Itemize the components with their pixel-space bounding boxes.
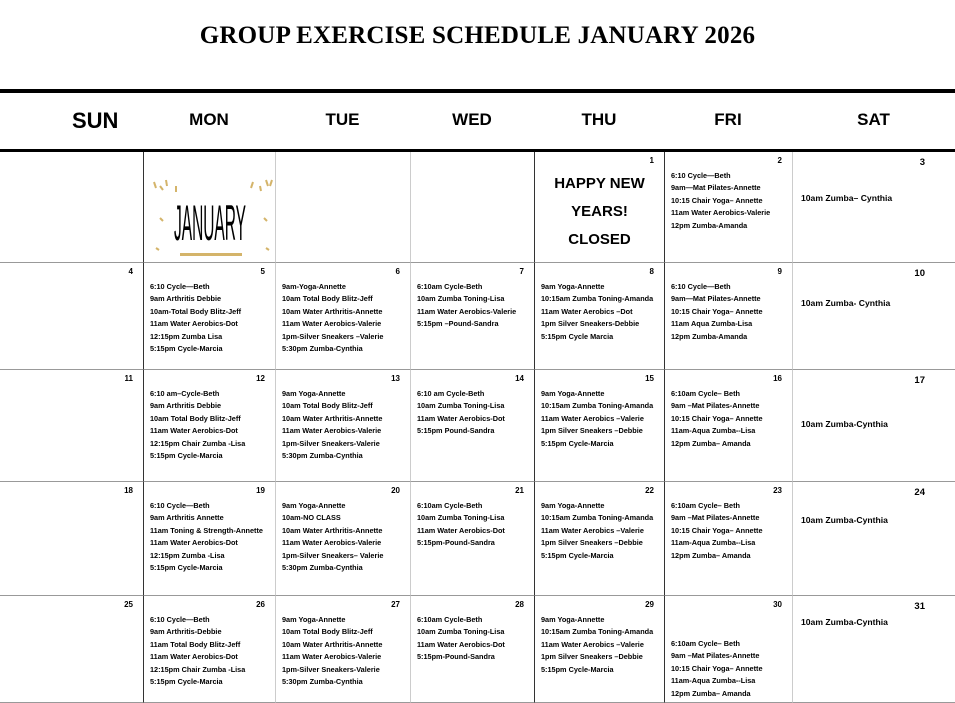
class-entry: 9am –Mat Pilates-Annette [671, 513, 760, 523]
class-entry: 9am Yoga-Annette [541, 615, 605, 624]
class-entry: 10:15 Chair Yoga– Annette [671, 306, 763, 316]
class-entry: 12pm Zumba– Amanda [671, 438, 751, 448]
day-cell [275, 596, 410, 703]
class-entry: 12pm Zumba-Amanda [671, 220, 748, 230]
day-cell [792, 152, 955, 263]
date-number: 20 [391, 486, 400, 495]
day-cell [143, 370, 275, 482]
date-number: 1 [649, 156, 654, 165]
class-entry: 11am Water Aerobics-Valerie [417, 306, 517, 316]
day-cell [534, 482, 664, 596]
event-list [801, 192, 892, 204]
class-entry: 9am Arthritis-Debbie [150, 627, 222, 637]
class-entry: 1pm-Silver Sneakers –Valerie [282, 331, 384, 341]
event-list [801, 297, 890, 309]
day-cell [275, 370, 410, 482]
january-graphic [148, 160, 272, 256]
date-number: 18 [124, 486, 133, 495]
event-list [150, 281, 241, 355]
day-cell [275, 152, 410, 263]
class-entry: 9am—Mat Pilates-Annette [671, 294, 761, 304]
class-entry: 12:15pm Chair Zumba -Lisa [150, 664, 246, 674]
date-number: 2 [777, 156, 782, 165]
date-number: 28 [515, 600, 524, 609]
event-list [282, 500, 383, 574]
date-number: 11 [124, 374, 133, 383]
event-list [282, 281, 383, 355]
class-entry: 11am Water Aerobics-Valerie [282, 538, 382, 548]
event-list [671, 500, 763, 562]
class-entry: 10am Zumba-Cynthia [801, 515, 888, 525]
class-entry: 5:30pm Zumba-Cynthia [282, 677, 363, 687]
date-number: 22 [645, 486, 654, 495]
date-number: 3 [919, 157, 925, 168]
class-entry: 1pm-Silver Sneakers– Valerie [282, 550, 384, 560]
event-list [417, 500, 505, 550]
event-list [150, 614, 245, 688]
class-entry: 9am Yoga-Annette [541, 389, 605, 398]
date-number: 5 [260, 267, 265, 276]
date-number: 10 [914, 268, 925, 279]
date-number: 4 [128, 267, 133, 276]
date-number: 27 [391, 600, 400, 609]
class-entry: 10:15 Chair Yoga– Annette [671, 525, 763, 535]
event-list [671, 281, 763, 343]
holiday-line: YEARS! [571, 203, 628, 220]
class-entry: 1pm-Silver Sneakers-Valerie [282, 664, 380, 674]
class-entry: 5:15pm Cycle Marcia [541, 331, 614, 341]
day-cell [410, 152, 534, 263]
event-list [671, 638, 763, 700]
class-entry: 5:15pm Cycle-Marcia [150, 451, 223, 461]
event-list [541, 281, 653, 343]
day-cell [410, 482, 534, 596]
day-cell [410, 263, 534, 370]
class-entry: 10am Zumba Toning-Lisa [417, 627, 505, 637]
class-entry: 11am Water Aerobics-Dot [150, 538, 238, 548]
top-rule [0, 89, 955, 93]
class-entry: 11am Water Aerobics-Dot [150, 426, 238, 436]
event-list [671, 388, 763, 450]
event-list [671, 170, 770, 232]
weekday-tue: TUE [325, 110, 360, 129]
event-list [417, 388, 505, 438]
class-entry: 6:10am Cycle-Beth [417, 282, 483, 291]
class-entry: 9am Yoga-Annette [282, 389, 346, 398]
date-number: 25 [124, 600, 133, 609]
class-entry: 11am Total Body Blitz-Jeff [150, 639, 241, 649]
class-entry: 9am Yoga-Annette [282, 501, 346, 510]
class-entry: 10am Water Arthritis-Annette [282, 306, 383, 316]
date-number: 9 [777, 267, 782, 276]
class-entry: 10am-Total Body Blitz-Jeff [150, 306, 242, 316]
class-entry: 5:15pm Cycle-Marcia [541, 550, 614, 560]
day-cell [0, 596, 143, 703]
class-entry: 9am Yoga-Annette [541, 282, 605, 291]
class-entry: 6:10 Cycle—Beth [150, 282, 210, 291]
class-entry: 9am—Mat Pilates-Annette [671, 183, 761, 193]
class-entry: 6:10 Cycle—Beth [671, 282, 731, 291]
date-number: 16 [773, 374, 782, 383]
class-entry: 10:15am Zumba Toning-Amanda [541, 401, 654, 411]
class-entry: 5:15pm Cycle-Marcia [541, 438, 614, 448]
class-entry: 5:15pm –Pound-Sandra [417, 319, 499, 329]
class-entry: 1pm Silver Sneakers –Debbie [541, 538, 643, 548]
class-entry: 5:15pm Cycle-Marcia [150, 344, 223, 354]
class-entry: 10am Zumba- Cynthia [801, 298, 891, 308]
event-list [541, 500, 653, 562]
class-entry: 9am Yoga-Annette [541, 501, 605, 510]
day-cell [664, 370, 792, 482]
class-entry: 9am –Mat Pilates-Annette [671, 401, 760, 411]
class-entry: 11am Water Aerobics-Valerie [671, 208, 771, 218]
date-number: 30 [773, 600, 782, 609]
event-list [150, 388, 245, 462]
day-cell [534, 263, 664, 370]
class-entry: 11am-Aqua Zumba--Lisa [671, 676, 756, 686]
class-entry: 1pm Silver Sneakers-Debbie [541, 319, 640, 329]
event-list [801, 616, 888, 628]
day-cell [792, 370, 955, 482]
class-entry: 10am-NO CLASS [282, 513, 341, 523]
class-entry: 5:30pm Zumba-Cynthia [282, 451, 363, 461]
class-entry: 11am Water Aerobics –Valerie [541, 525, 644, 535]
event-list [417, 614, 505, 664]
date-number: 23 [773, 486, 782, 495]
class-entry: 6:10 am–Cycle-Beth [150, 389, 220, 398]
class-entry: 10am Water Arthritis-Annette [282, 525, 383, 535]
class-entry: 10:15am Zumba Toning-Amanda [541, 627, 654, 637]
class-entry: 10:15 Chair Yoga– Annette [671, 195, 763, 205]
date-number: 12 [256, 374, 265, 383]
class-entry: 9am Yoga-Annette [282, 615, 346, 624]
day-cell [0, 263, 143, 370]
event-list [541, 614, 653, 676]
class-entry: 10:15 Chair Yoga– Annette [671, 663, 763, 673]
class-entry: 1pm-Silver Sneakers-Valerie [282, 438, 380, 448]
day-cell [0, 482, 143, 596]
day-cell [275, 482, 410, 596]
class-entry: 9am-Yoga-Annette [282, 282, 346, 291]
class-entry: 6:10 Cycle—Beth [671, 171, 731, 180]
day-cell [534, 596, 664, 703]
holiday-line: HAPPY NEW [554, 175, 645, 192]
event-list [801, 418, 888, 430]
day-cell [410, 370, 534, 482]
date-number: 31 [914, 601, 925, 612]
day-cell [664, 596, 792, 703]
day-cell [143, 263, 275, 370]
class-entry: 10am Total Body Blitz-Jeff [282, 294, 373, 304]
class-entry: 10am Zumba Toning-Lisa [417, 513, 505, 523]
class-entry: 6:10 Cycle—Beth [150, 615, 210, 624]
class-entry: 12pm Zumba– Amanda [671, 550, 751, 560]
class-entry: 12:15pm Zumba Lisa [150, 331, 223, 341]
class-entry: 9am –Mat Pilates-Annette [671, 651, 760, 661]
day-cell [792, 596, 955, 703]
weekday-thu: THU [581, 110, 617, 129]
class-entry: 11am Water Aerobics-Dot [417, 525, 505, 535]
class-entry: 11am Water Aerobics-Dot [417, 413, 505, 423]
day-cell [534, 370, 664, 482]
class-entry: 11am Water Aerobics-Dot [150, 319, 238, 329]
weekday-sat: SAT [857, 110, 890, 129]
class-entry: 10am Water Arthritis-Annette [282, 639, 383, 649]
class-entry: 10am Water Arthritis-Annette [282, 413, 383, 423]
date-number: 21 [515, 486, 524, 495]
class-entry: 11am Aqua Zumba-Lisa [671, 319, 753, 329]
class-entry: 10:15am Zumba Toning-Amanda [541, 513, 654, 523]
class-entry: 6:10 am Cycle-Beth [417, 389, 485, 398]
day-cell [0, 152, 143, 263]
class-entry: 10am Zumba Toning-Lisa [417, 294, 505, 304]
day-cell [143, 482, 275, 596]
class-entry: 1pm Silver Sneakers –Debbie [541, 426, 643, 436]
class-entry: 10am Zumba-Cynthia [801, 617, 888, 627]
page-title: GROUP EXERCISE SCHEDULE JANUARY 2026 [199, 22, 756, 49]
class-entry: 10am Zumba Toning-Lisa [417, 401, 505, 411]
day-cell [410, 596, 534, 703]
date-number: 13 [391, 374, 400, 383]
class-entry: 11am Water Aerobics-Dot [417, 639, 505, 649]
weekday-sun: SUN [72, 108, 119, 133]
class-entry: 5:15pm Cycle-Marcia [541, 664, 614, 674]
date-number: 17 [914, 375, 925, 386]
event-list [282, 614, 382, 688]
class-entry: 12pm Zumba-Amanda [671, 331, 748, 341]
day-cell [0, 370, 143, 482]
event-list [150, 500, 263, 574]
day-cell [664, 482, 792, 596]
date-number: 8 [649, 267, 654, 276]
day-cell [534, 152, 664, 263]
class-entry: 11am Water Aerobics-Dot [150, 652, 238, 662]
date-number: 15 [645, 374, 654, 383]
event-list [417, 281, 516, 331]
class-entry: 5:30pm Zumba-Cynthia [282, 344, 363, 354]
class-entry: 11am Water Aerobics –Valerie [541, 413, 644, 423]
event-list [801, 514, 888, 526]
class-entry: 5:15pm-Pound-Sandra [417, 652, 495, 662]
holiday-line: CLOSED [568, 231, 631, 248]
class-entry: 11am Water Aerobics –Dot [541, 306, 633, 316]
class-entry: 5:15pm Cycle-Marcia [150, 563, 223, 573]
class-entry: 5:15pm Pound-Sandra [417, 426, 495, 436]
class-entry: 1pm Silver Sneakers –Debbie [541, 652, 643, 662]
class-entry: 11am-Aqua Zumba--Lisa [671, 426, 756, 436]
class-entry: 11am-Aqua Zumba--Lisa [671, 538, 756, 548]
holiday-notice [535, 170, 664, 254]
day-cell [664, 263, 792, 370]
class-entry: 10:15am Zumba Toning-Amanda [541, 294, 654, 304]
day-cell [792, 263, 955, 370]
class-entry: 10am Zumba-Cynthia [801, 419, 888, 429]
svg-text:JANUARY: JANUARY [174, 194, 247, 252]
day-cell [792, 482, 955, 596]
weekday-fri: FRI [714, 110, 742, 129]
class-entry: 11am Water Aerobics –Valerie [541, 639, 644, 649]
date-number: 26 [256, 600, 265, 609]
class-entry: 5:30pm Zumba-Cynthia [282, 563, 363, 573]
class-entry: 6:10 Cycle—Beth [150, 501, 210, 510]
class-entry: 12pm Zumba– Amanda [671, 688, 751, 698]
class-entry: 6:10am Cycle– Beth [671, 639, 740, 648]
date-number: 19 [256, 486, 265, 495]
class-entry: 12:15pm Zumba -Lisa [150, 550, 225, 560]
class-entry: 11am Water Aerobics-Valerie [282, 652, 382, 662]
date-number: 29 [645, 600, 654, 609]
class-entry: 9am Arthritis Debbie [150, 294, 222, 304]
date-number: 6 [395, 267, 400, 276]
class-entry: 11am Toning & Strength-Annette [150, 525, 263, 535]
weekday-wed: WED [452, 110, 492, 129]
event-list [541, 388, 653, 450]
event-list [282, 388, 382, 462]
class-entry: 6:10am Cycle– Beth [671, 501, 740, 510]
day-cell [143, 596, 275, 703]
class-entry: 5:15pm Cycle-Marcia [150, 677, 223, 687]
day-cell [664, 152, 792, 263]
date-number: 7 [519, 267, 524, 276]
class-entry: 5:15pm-Pound-Sandra [417, 538, 495, 548]
class-entry: 12:15pm Chair Zumba -Lisa [150, 438, 246, 448]
class-entry: 6:10am Cycle-Beth [417, 501, 483, 510]
class-entry: 10:15 Chair Yoga– Annette [671, 413, 763, 423]
class-entry: 6:10am Cycle– Beth [671, 389, 740, 398]
class-entry: 6:10am Cycle-Beth [417, 615, 483, 624]
class-entry: 10am Total Body Blitz-Jeff [150, 413, 241, 423]
weekday-mon: MON [189, 110, 229, 129]
class-entry: 10am Total Body Blitz-Jeff [282, 401, 373, 411]
day-cell [275, 263, 410, 370]
class-entry: 9am Arthritis Debbie [150, 401, 222, 411]
date-number: 14 [515, 374, 524, 383]
class-entry: 10am Total Body Blitz-Jeff [282, 627, 373, 637]
class-entry: 10am Zumba– Cynthia [801, 193, 893, 203]
date-number: 24 [914, 487, 925, 498]
class-entry: 11am Water Aerobics-Valerie [282, 426, 382, 436]
class-entry: 11am Water Aerobics-Valerie [282, 319, 382, 329]
day-cell [143, 152, 275, 263]
class-entry: 9am Arthritis Annette [150, 513, 224, 523]
